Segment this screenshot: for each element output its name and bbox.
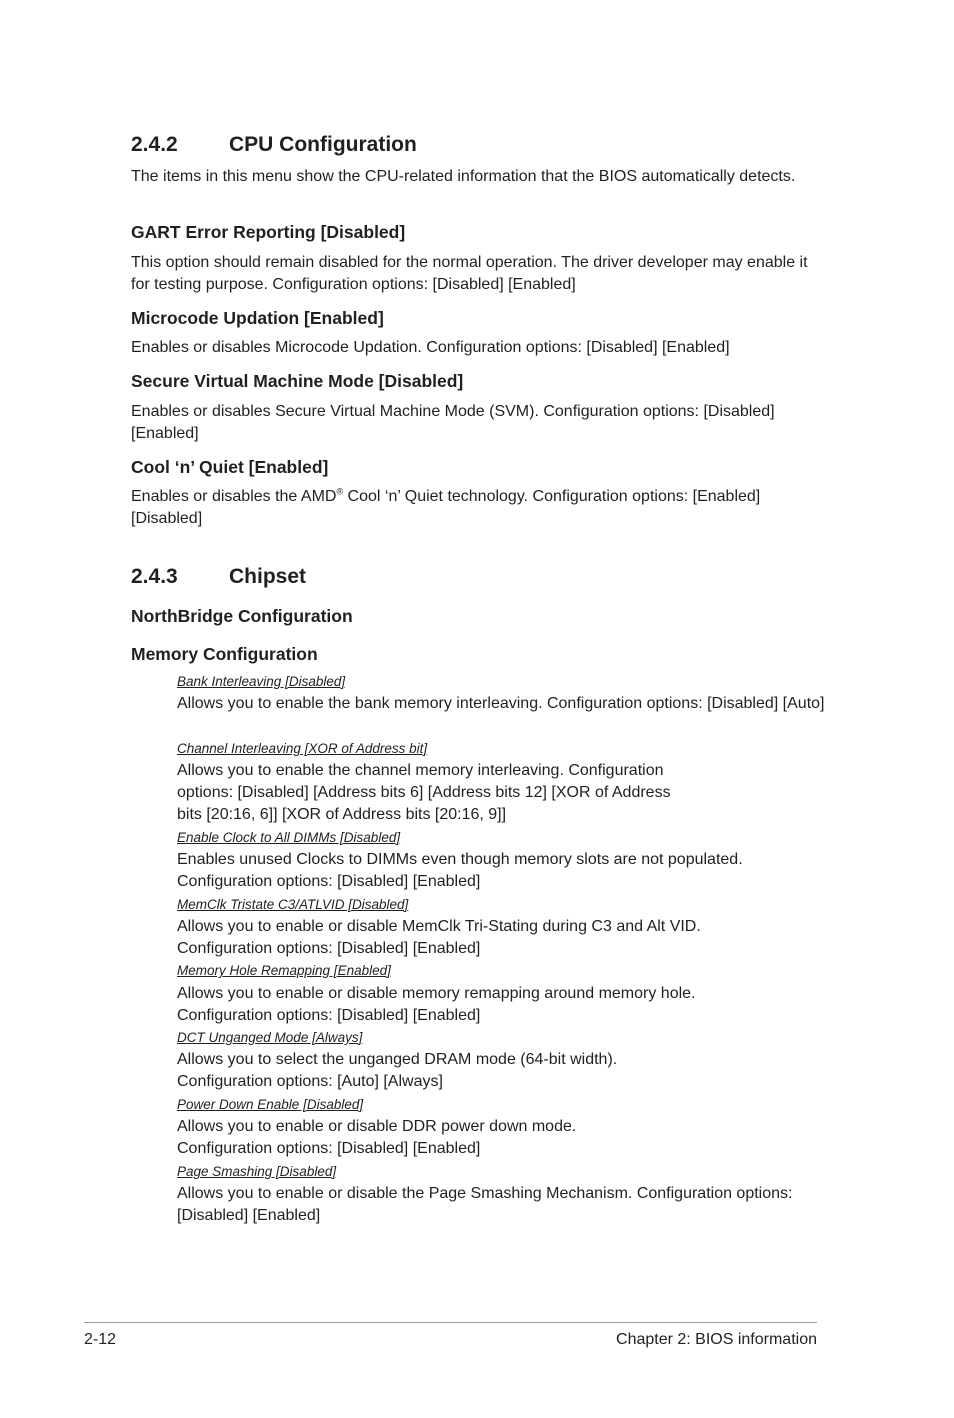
registered-mark: ®	[336, 486, 344, 497]
item-desc-power-down-enable: Allows you to enable or disable DDR power down mode. Configuration options: [Disabled] [Enabled]	[177, 1118, 577, 1157]
item-heading-microcode-updation: Microcode Updation [Enabled]	[131, 308, 384, 328]
item-desc-secure-virtual-machine-mode: Enables or disables Secure Virtual Machine Mode (SVM). Configuration options: [Disabled] [Enabled]	[131, 403, 775, 442]
item-desc-cool-n-quiet	[131, 486, 821, 530]
footer-divider	[84, 1322, 817, 1323]
item-title-dct-unganged-mode: DCT Unganged Mode [Always]	[177, 1030, 363, 1045]
item-desc-microcode-updation: Enables or disables Microcode Updation. Configuration options: [Disabled] [Enabled]	[131, 339, 730, 356]
section-heading-chipset	[131, 565, 306, 589]
desc-text-start: Enables or disables the AMD	[131, 488, 337, 505]
section-heading-cpu-configuration	[131, 133, 417, 157]
section-number: 2.4.2	[131, 133, 178, 156]
item-title-channel-interleaving: Channel Interleaving [XOR of Address bit]	[177, 741, 428, 756]
cpu-intro-text: The items in this menu show the CPU-related information that the BIOS automatically detects.	[131, 168, 796, 185]
section-title: Chipset	[229, 565, 307, 588]
item-title-memory-hole-remapping: Memory Hole Remapping [Enabled]	[177, 963, 391, 978]
item-heading-secure-virtual-machine-mode: Secure Virtual Machine Mode [Disabled]	[131, 371, 464, 391]
item-heading-cool-n-quiet: Cool ‘n’ Quiet [Enabled]	[131, 457, 329, 477]
page-number: 2-12	[84, 1331, 117, 1348]
item-title-memclk-tristate: MemClk Tristate C3/ATLVID [Disabled]	[177, 897, 409, 912]
item-title-enable-clock-to-all-dimms: Enable Clock to All DIMMs [Disabled]	[177, 830, 401, 845]
item-desc-dct-unganged-mode: Allows you to select the unganged DRAM mode (64-bit width). Configuration options: [Auto] [Always]	[177, 1051, 618, 1090]
item-title-bank-interleaving: Bank Interleaving [Disabled]	[177, 674, 346, 689]
subheading-northbridge-configuration: NorthBridge Configuration	[131, 606, 353, 626]
desc-text-end: Cool ‘n’ Quiet technology. Configuration options: [Enabled] [Disabled]	[131, 488, 761, 527]
item-desc-bank-interleaving: Allows you to enable the bank memory interleaving. Configuration options: [Disabled] [Auto]	[177, 695, 825, 712]
item-desc-gart-error-reporting: This option should remain disabled for the normal operation. The driver developer may enable it for testing purpose. Configuration options: [Disabled] [Enabled]	[131, 254, 808, 293]
section-number: 2.4.3	[131, 565, 178, 588]
chapter-title: Chapter 2: BIOS information	[616, 1331, 817, 1348]
item-desc-enable-clock-to-all-dimms: Enables unused Clocks to DIMMs even though memory slots are not populated. Configuration options: [Disabled] [Enabled]	[177, 851, 743, 890]
item-heading-gart-error-reporting: GART Error Reporting [Disabled]	[131, 222, 406, 242]
section-title: CPU Configuration	[229, 133, 417, 156]
item-title-power-down-enable: Power Down Enable [Disabled]	[177, 1097, 364, 1112]
item-desc-memory-hole-remapping: Allows you to enable or disable memory remapping around memory hole. Configuration options: [Disabled] [Enabled]	[177, 985, 696, 1024]
subheading-memory-configuration: Memory Configuration	[131, 644, 318, 664]
item-desc-memclk-tristate: Allows you to enable or disable MemClk Tri-Stating during C3 and Alt VID. Configuration options: [Disabled] [Enabled]	[177, 918, 701, 957]
item-title-page-smashing: Page Smashing [Disabled]	[177, 1164, 337, 1179]
item-desc-page-smashing: Allows you to enable or disable the Page Smashing Mechanism. Configuration options: [Disabled] [Enabled]	[177, 1185, 793, 1224]
item-desc-channel-interleaving: Allows you to enable the channel memory interleaving. Configuration options: [Disabled] [Address bits 6] [Address bits 12] [XOR of Address bits [20:16, 6]] [XOR of Address bits [20:16, 9]]	[177, 762, 671, 823]
